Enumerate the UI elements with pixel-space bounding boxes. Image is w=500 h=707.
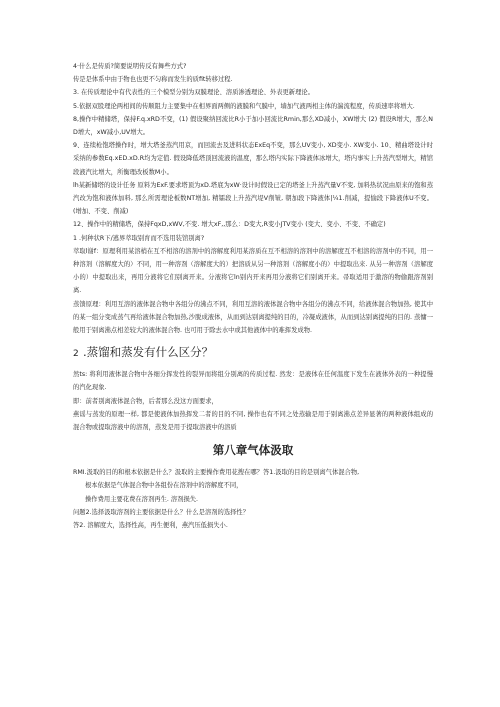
paragraph: 即：前者别离液体混合物，后者那么没这方面要求，: [73, 397, 218, 405]
paragraph: 12、操作中的精储塔，保持FqxD,xWV,不变. 增大xF,,那么：D变大,R变小JTV变小 (变大、变小、不变、不确定): [73, 221, 386, 229]
paragraph: 3. 在传质理论中有代表性的三个模型分别为双膜理论、溶质渗透理论、外表更新理论。: [73, 89, 314, 97]
answer: 答2. 溶解度大，选择性高，再生便利，燕汽压低损失小.: [73, 522, 228, 530]
paragraph: 蒸馈原理：利用互溶的液体混合物中各组分的沸点不同，利用互溶的液体混合物中各组分的沸点不同，给液体混合物加热, 使其中的某一组分变成蒸气再给液体混合物加热,沙脱成液体，从而到达别离提纯的目的，冷凝成液体，从而到达别离提纯的目的. 蒸慵一般用于别离沸点相差较大的液体混合物. 也可用于除去水中或其他液体中的难挥发成物.: [73, 300, 433, 335]
paragraph: 萃取l谢f：原理利用某溶梢在互不相溶的溶剂中的溶解度利用某溶质在互不相溶的溶剂中的溶解度互不相溶的溶剂中的不同，用一种溶剂（溶解度大的）不同，用一种溶剂（溶解度大的）把溶质从另一种溶剂（溶解度小的）中提取出来. 从另一种溶剂（溶解度小的）中提取出来，再用分液将它们别离开来。分液将它ln别内开来再用分液将它们别离开来。帚取适用于激溶的物偷跟溶剂别离.: [73, 247, 433, 295]
paragraph: 然ts: 将利用液体混合物中各细分挥发性的裂异而将组分别离的传质过程. 然发：是液体在任何温度下发生在液体外表的一种提慢的汽化现象.: [73, 371, 433, 392]
paragraph: 8,操作中精储塔，保持F.q.xRD不变，(1) 假设聚纳回流比R小于加小回流比Rmin,那么XD减小，XW增大 (2) 假设R增大，那么ND增大，xW减小,UV增大。: [73, 115, 433, 137]
paragraph: 燕谣与蒸发的原理一样, 都是使液体加热挥发二者的目的不同, 操作也有不同之处蒸输是用于别离沸点差异显著的两种液体组成的混合物或提取溶液中的溶剂，蒸发是用于提取溶液中的溶质: [73, 410, 433, 432]
paragraph: RMI.汲取的目的和根本依据是什么？汲取的主要操作费用花搜在哪？答1.汲取的目的是别离气体混合物,: [73, 469, 360, 477]
paragraph: 4·什么是传质?简要说明传反有舞些方式?: [73, 63, 187, 70]
paragraph: 传是是体系中由于物也也更不匀称而发生的质fit转移过程.: [73, 76, 233, 84]
paragraph: 5.依据双股理论两相间的传顺阻力主要集中在相界面两侧的液膜和气膜中，墙加气液两相主体的湍流程度，传质速率将增大.: [73, 102, 415, 110]
document-body: [73, 60, 433, 532]
chapter-title: 第八章气体汲取: [212, 443, 294, 458]
paragraph: lh某新储塔的设计任务 原料为ExF.要求塔顶为xD.塔底为xW·设计时假设已定的塔釜上升蒸汽量V不变, 加料热状况由原来的饱和蒸汽改为饱和液体加料, 那么所需理论板数NT增加, 精镭段上升蒸汽堤V削皱, 朝加段下降液体|¼1.削减，提愉段下降液体U不变。(增加、不变、削减): [73, 181, 433, 216]
paragraph: 9、连续枪饱塔操作时，增大塔釜蒸汽用京，而回流去及进料状态ExEq不变，那么UV变小, XD变小. XW变小. 10、精曲塔设计时采纳的参数Eq.xED.xD.R均为定值. 假设降低塔顶回流液的温度，那么塔内实际下降液体冰增大，塔内事实上升蒸汽型增大，精馆段液汽比增大，所衡理改板数M小。: [73, 142, 433, 176]
paragraph: 操作费用主要花费在溶剂再生. 溶剂损失.: [85, 495, 199, 503]
paragraph: 根本依据是气体混合物中各组份在溶剂中的溶解度不同，: [85, 482, 243, 490]
section-title: .蒸馏和蒸发有什么区分？: [83, 345, 214, 360]
section-heading: [73, 344, 433, 362]
question: 1 .何种状R下/逃界萃取别育而不选用装馆别离?: [73, 234, 205, 242]
question: 问题2.选择汲取溶剂的主要依据是什么？什么是溶剂的选择性？: [73, 508, 250, 516]
section-number: 2: [73, 349, 79, 360]
